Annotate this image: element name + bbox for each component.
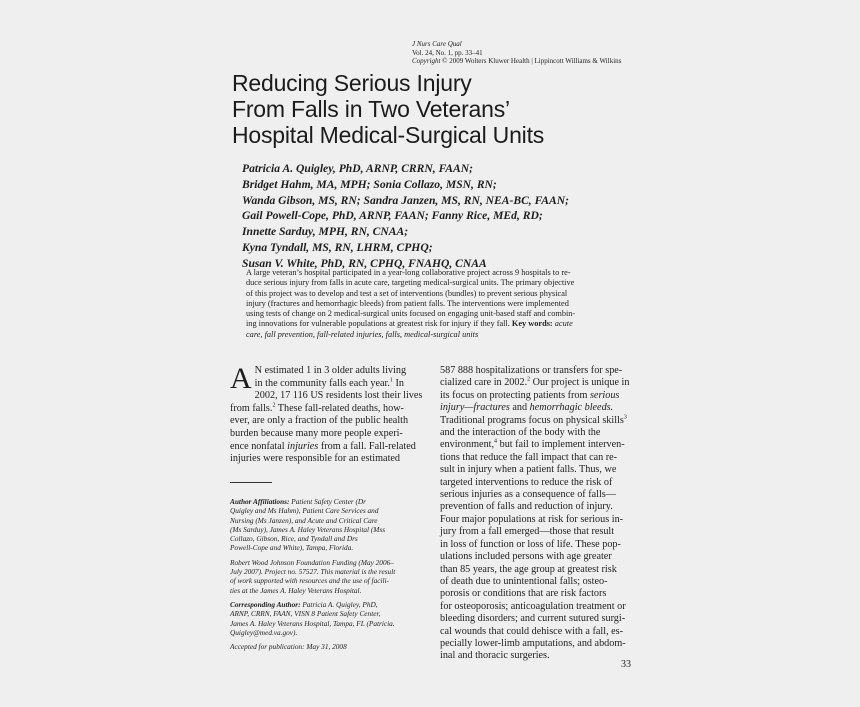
- body-line: targeted interventions to reduce the risk of: [440, 476, 613, 488]
- title-line: Hospital Medical-Surgical Units: [232, 122, 545, 148]
- citation: 1: [389, 377, 393, 384]
- body-line-rest: These fall-related deaths, how-: [275, 402, 404, 414]
- note-line: Nursing (Ms Janzen), and Acute and Critical Care: [230, 515, 378, 525]
- abstract-line: ing innovations for vulnerable populations at greatest risk for injury if they fall.: [246, 319, 510, 329]
- body-line: jury from a fall emerged—those that result: [440, 526, 615, 538]
- abstract-line: of this project was to develop and test a set of interventions (bundles) to prevent serious physical: [246, 288, 568, 298]
- title-line: Reducing Serious Injury: [232, 70, 472, 96]
- journal-volume: Vol. 24, No. 1, pp. 33–41: [412, 48, 483, 57]
- footnote-divider: [230, 482, 272, 483]
- abstract-line: using tests of change on 2 medical-surgical units focused on engaging unit-based staff and combin-: [246, 309, 576, 319]
- citation: 2: [272, 402, 276, 409]
- note-line: Collazo, Gibson, Rice, and Tyndall and Drs: [230, 534, 358, 544]
- article-title: [232, 70, 652, 148]
- body-line: environment,: [440, 439, 495, 451]
- abstract-line: injury (fractures and hemorrhagic bleeds) from patient falls. The interventions were implemented: [246, 298, 569, 308]
- note-line: Powell-Cope and White), Tampa, Florida.: [230, 543, 354, 553]
- body-line: pecially lower-limb amputations, and abdom-: [440, 637, 626, 649]
- abstract-line: duce serious injury from falls in acute care, targeting medical-surgical units. The primary objective: [246, 278, 575, 288]
- body-line: serious injuries as a consequence of falls—: [440, 489, 616, 501]
- note-line: Quigley@med.va.gov).: [230, 627, 298, 637]
- body-line: for osteoporosis; anticoagulation treatment or: [440, 600, 626, 612]
- note-line: Patricia A. Quigley, PhD,: [302, 599, 378, 609]
- body-line: prevention of falls and reduction of injury.: [440, 501, 613, 513]
- body-line: bleeding disorders; and current sutured surgi-: [440, 613, 626, 625]
- citation: 2: [527, 377, 531, 384]
- accepted-date: Accepted for publication: May 31, 2008: [230, 642, 347, 652]
- keywords-list: care, fall prevention, fall-related injuries, falls, medical-surgical units: [246, 329, 479, 339]
- note-line: ARNP, CRRN, FAAN, VISN 8 Patient Safety Center,: [230, 609, 381, 619]
- emphasis: injury—fractures: [440, 402, 510, 414]
- body-line-rest: Our project is unique in: [530, 377, 630, 389]
- note-line: James A. Haley Veterans Hospital, Tampa, FL (Patricia.: [230, 618, 395, 628]
- journal-header: [412, 40, 621, 66]
- journal-name: J Nurs Care Qual: [412, 40, 462, 48]
- title-line: From Falls in Two Veterans’: [232, 96, 510, 122]
- emphasis: hemorrhagic bleeds.: [529, 402, 614, 414]
- body-line: cal wounds that could dehisce with a fall, es-: [440, 625, 624, 637]
- body-column-left: [230, 362, 423, 466]
- note-line: Patient Safety Center (Dr: [291, 497, 367, 506]
- body-line: cialized care in 2002.: [440, 377, 528, 389]
- keywords-first: acute: [554, 319, 573, 329]
- abstract-line: A large veteran’s hospital participated in a year-long collaborative project across 9 hospitals to re-: [246, 268, 571, 277]
- abstract: [246, 268, 618, 340]
- affiliations: [230, 497, 425, 553]
- body-line: tions that reduce the fall impact that can re-: [440, 451, 618, 463]
- body-line: than 85 years, the age group at greatest risk: [440, 563, 617, 575]
- body-line: and the interaction of the body with the: [440, 427, 601, 439]
- author-line: Susan V. White, PhD, RN, CPHQ, FNAHQ, CNAA: [242, 256, 487, 270]
- author-line: Gail Powell-Cope, PhD, ARNP, FAAN; Fanny Rice, MEd, RD;: [242, 209, 543, 223]
- body-line-rest: from a fall. Fall-related: [318, 440, 416, 452]
- funding-note: [230, 558, 425, 595]
- citation: 3: [623, 414, 627, 421]
- body-column-right: [440, 365, 632, 663]
- note-line: Quigley and Ms Hahm), Patient Care Services and: [230, 506, 379, 516]
- author-list: [242, 161, 642, 272]
- author-line: Wanda Gibson, MS, RN; Sandra Janzen, MS, RN, NEA-BC, FAAN;: [242, 193, 569, 207]
- body-line: in the community falls each year.: [254, 377, 390, 389]
- emphasis: injuries: [287, 440, 319, 452]
- body-line: 587 888 hospitalizations or transfers for spe-: [440, 365, 623, 376]
- body-line: inal and thoracic surgeries.: [440, 650, 550, 662]
- body-word: In: [395, 377, 404, 389]
- emphasis: serious: [589, 389, 620, 401]
- body-line: from falls.: [230, 402, 273, 414]
- body-line-rest: but fail to implement interven-: [497, 439, 625, 451]
- copyright-symbol-icon: ©: [442, 57, 448, 65]
- note-line: (Ms Sarduy), James A. Haley Veterans Hospital (Mss: [230, 524, 386, 534]
- body-line: its focus on protecting patients from: [440, 389, 588, 401]
- note-line: ties at the James A. Haley Veterans Hospital.: [230, 585, 362, 595]
- note-line: Robert Wood Johnson Foundation Funding (May 2006–: [230, 557, 394, 567]
- body-line: N estimated 1 in 3 older adults living: [254, 365, 407, 376]
- copyright-label: Copyright: [412, 57, 441, 65]
- author-notes: [230, 497, 425, 656]
- body-line: 2002, 17 116 US residents lost their lives: [254, 390, 423, 402]
- page-number: 33: [621, 659, 631, 670]
- body-line: porosis or conditions that are risk factors: [440, 588, 607, 600]
- body-line: Four major populations at risk for serious in-: [440, 513, 624, 525]
- body-line: in loss of function or loss of life. These pop-: [440, 538, 621, 550]
- body-line: Traditional programs focus on physical skills: [440, 414, 624, 426]
- body-line: sult in injury when a patient falls. Thus, we: [440, 464, 617, 476]
- author-line: Bridget Hahm, MA, MPH; Sonia Collazo, MSN, RN;: [242, 177, 497, 191]
- body-word: and: [509, 402, 530, 414]
- note-line: July 2007). Project no. 57527. This material is the result: [230, 567, 396, 577]
- author-line: Innette Sarduy, MPH, RN, CNAA;: [242, 225, 409, 239]
- author-line: Patricia A. Quigley, PhD, ARNP, CRRN, FAAN;: [242, 162, 473, 175]
- drop-cap: A: [230, 362, 252, 395]
- keywords-label: Key words:: [511, 319, 553, 329]
- affiliations-label: Author Affiliations:: [230, 497, 290, 506]
- body-line: burden because many more people experi-: [230, 427, 403, 439]
- body-line: injuries were responsible for an estimated: [230, 453, 401, 465]
- citation: 4: [494, 439, 498, 446]
- note-line: of work supported with resources and the use of facili-: [230, 576, 389, 586]
- corresponding-author: [230, 600, 425, 637]
- body-line: of death due to unintentional falls; osteo-: [440, 575, 608, 587]
- body-line: ence nonfatal: [230, 440, 285, 452]
- body-line: ulations included persons with age greater: [440, 551, 612, 563]
- copyright-text: 2009 Wolters Kluwer Health | Lippincott Williams & Wilkins: [449, 57, 622, 65]
- body-line: ever, are only a fraction of the public health: [230, 415, 409, 427]
- author-line: Kyna Tyndall, MS, RN, LHRM, CPHQ;: [242, 240, 433, 254]
- corresponding-label: Corresponding Author:: [230, 599, 301, 609]
